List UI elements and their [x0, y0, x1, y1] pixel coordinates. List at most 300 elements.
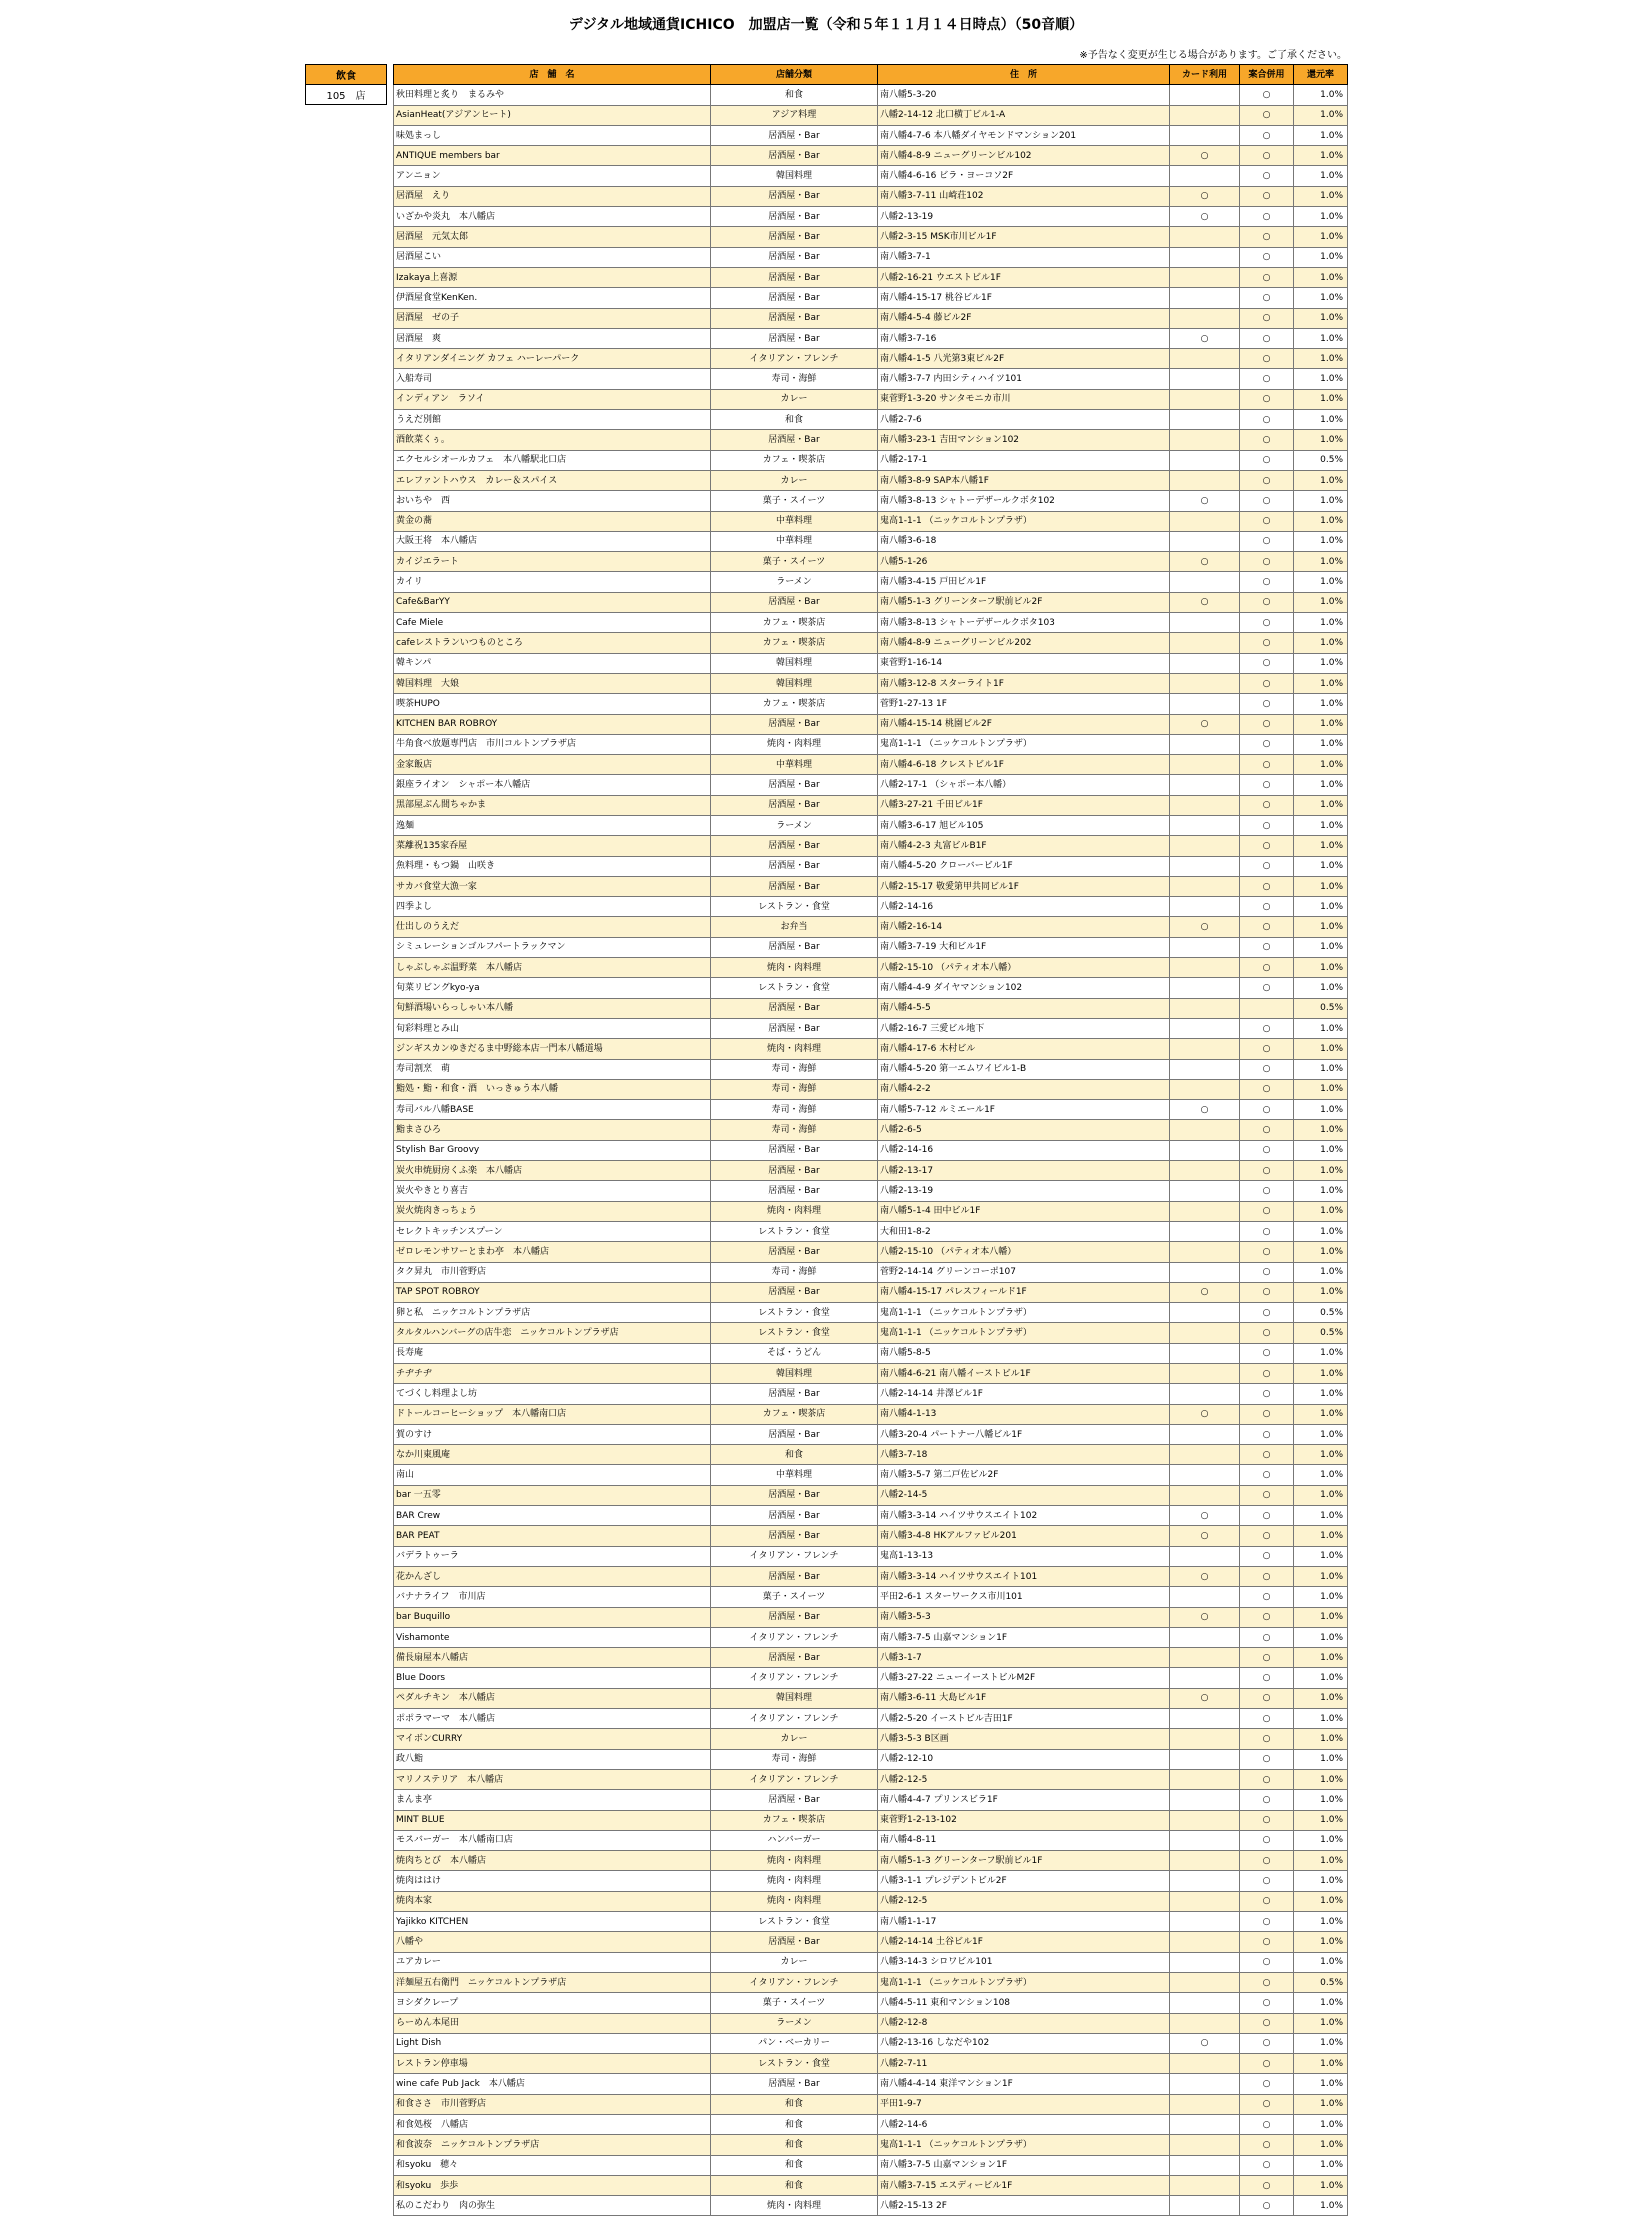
return-rate: 1.0% — [1294, 491, 1348, 511]
return-rate: 1.0% — [1294, 836, 1348, 856]
combined-use: ○ — [1240, 1668, 1294, 1688]
store-category: 和食 — [711, 410, 878, 430]
store-address: 平田1-9-7 — [878, 2094, 1170, 2114]
store-category: レストラン・食堂 — [711, 2054, 878, 2074]
table-row — [394, 227, 1348, 247]
return-rate: 1.0% — [1294, 1648, 1348, 1668]
return-rate: 1.0% — [1294, 2054, 1348, 2074]
card-usage — [1170, 2135, 1240, 2155]
card-usage — [1170, 755, 1240, 775]
store-name: 居酒屋 えり — [394, 186, 711, 206]
table-row — [394, 2114, 1348, 2134]
store-address: 八幡2-14-16 — [878, 1140, 1170, 1160]
return-rate: 1.0% — [1294, 1729, 1348, 1749]
store-name: Yajikko KITCHEN — [394, 1912, 711, 1932]
store-name: TAP SPOT ROBROY — [394, 1282, 711, 1302]
store-address: 八幡2-12-5 — [878, 1891, 1170, 1911]
store-category: 居酒屋・Bar — [711, 2074, 878, 2094]
table-row — [394, 917, 1348, 937]
store-category: 居酒屋・Bar — [711, 308, 878, 328]
card-usage — [1170, 288, 1240, 308]
disclaimer-note: ※予告なく変更が生じる場合があります。ご了承ください。 — [1079, 50, 1347, 61]
table-row — [394, 1709, 1348, 1729]
return-rate: 1.0% — [1294, 552, 1348, 572]
return-rate: 1.0% — [1294, 125, 1348, 145]
table-row — [394, 491, 1348, 511]
card-usage — [1170, 1830, 1240, 1850]
store-address: 八幡2-15-10 （パティオ本八幡） — [878, 1242, 1170, 1262]
store-name: 備長扇屋本八幡店 — [394, 1648, 711, 1668]
combined-use: ○ — [1240, 369, 1294, 389]
return-rate: 1.0% — [1294, 1445, 1348, 1465]
table-row — [394, 958, 1348, 978]
store-name: 金家飯店 — [394, 755, 711, 775]
return-rate: 1.0% — [1294, 1424, 1348, 1444]
card-usage — [1170, 1140, 1240, 1160]
store-address: 東菅野1-16-14 — [878, 653, 1170, 673]
table-row — [394, 978, 1348, 998]
table-row — [394, 1303, 1348, 1323]
store-category: カフェ・喫茶店 — [711, 633, 878, 653]
store-category: 居酒屋・Bar — [711, 1181, 878, 1201]
store-address: 南八幡4-8-11 — [878, 1830, 1170, 1850]
store-name: 韓キンパ — [394, 653, 711, 673]
combined-use: ○ — [1240, 1506, 1294, 1526]
table-row — [394, 2094, 1348, 2114]
return-rate: 1.0% — [1294, 856, 1348, 876]
store-name: bar 一五零 — [394, 1485, 711, 1505]
combined-use: ○ — [1240, 937, 1294, 957]
card-usage — [1170, 511, 1240, 531]
store-category: イタリアン・フレンチ — [711, 1546, 878, 1566]
table-row — [394, 1059, 1348, 1079]
return-rate: 1.0% — [1294, 1891, 1348, 1911]
combined-use: ○ — [1240, 1810, 1294, 1830]
return-rate: 1.0% — [1294, 1282, 1348, 1302]
table-row — [394, 1952, 1348, 1972]
card-usage — [1170, 633, 1240, 653]
table-row — [394, 1993, 1348, 2013]
store-name: 韓国料理 大娘 — [394, 673, 711, 693]
store-category: 居酒屋・Bar — [711, 288, 878, 308]
store-category: イタリアン・フレンチ — [711, 1769, 878, 1789]
table-row — [394, 1607, 1348, 1627]
card-usage — [1170, 1424, 1240, 1444]
store-category: カフェ・喫茶店 — [711, 1810, 878, 1830]
store-name: いざかや炎丸 本八幡店 — [394, 207, 711, 227]
combined-use: ○ — [1240, 1688, 1294, 1708]
store-name: Vishamonte — [394, 1627, 711, 1647]
store-name: イタリアンダイニング カフェ ハーレーパーク — [394, 349, 711, 369]
card-usage — [1170, 2114, 1240, 2134]
store-name: セレクトキッチンスプーン — [394, 1221, 711, 1241]
store-name: 焼肉本家 — [394, 1891, 711, 1911]
card-usage — [1170, 2074, 1240, 2094]
table-row — [394, 430, 1348, 450]
store-category: 焼肉・肉料理 — [711, 1891, 878, 1911]
store-address: 南八幡3-7-1 — [878, 247, 1170, 267]
store-name: ヨシダクレープ — [394, 1993, 711, 2013]
combined-use: ○ — [1240, 1830, 1294, 1850]
combined-use: ○ — [1240, 1729, 1294, 1749]
store-name: タク昇丸 市川菅野店 — [394, 1262, 711, 1282]
card-usage: ○ — [1170, 1607, 1240, 1627]
return-rate: 1.0% — [1294, 470, 1348, 490]
store-address: 八幡2-5-20 イーストビル吉田1F — [878, 1709, 1170, 1729]
store-category: 中華料理 — [711, 531, 878, 551]
store-category: 焼肉・肉料理 — [711, 958, 878, 978]
return-rate: 1.0% — [1294, 2074, 1348, 2094]
table-row — [394, 1810, 1348, 1830]
store-address: 南八幡5-3-20 — [878, 85, 1170, 105]
table-row — [394, 470, 1348, 490]
store-category: ハンバーガー — [711, 1830, 878, 1850]
return-rate: 1.0% — [1294, 1668, 1348, 1688]
table-row — [394, 592, 1348, 612]
combined-use: ○ — [1240, 1181, 1294, 1201]
card-usage — [1170, 1364, 1240, 1384]
combined-use: ○ — [1240, 288, 1294, 308]
table-row — [394, 1242, 1348, 1262]
card-usage — [1170, 2013, 1240, 2033]
store-address: 八幡3-14-3 シロワビル101 — [878, 1952, 1170, 1972]
store-name: BAR PEAT — [394, 1526, 711, 1546]
store-address: 南八幡3-5-3 — [878, 1607, 1170, 1627]
combined-use: ○ — [1240, 1851, 1294, 1871]
store-address: 八幡2-16-7 三愛ビル地下 — [878, 1018, 1170, 1038]
return-rate: 1.0% — [1294, 1343, 1348, 1363]
store-category: 居酒屋・Bar — [711, 1648, 878, 1668]
store-address: 八幡2-12-8 — [878, 2013, 1170, 2033]
store-name: 和食波奈 ニッケコルトンプラザ店 — [394, 2135, 711, 2155]
table-row — [394, 937, 1348, 957]
return-rate: 1.0% — [1294, 2094, 1348, 2114]
card-usage — [1170, 998, 1240, 1018]
combined-use: ○ — [1240, 1303, 1294, 1323]
return-rate: 1.0% — [1294, 1688, 1348, 1708]
card-usage — [1170, 897, 1240, 917]
store-name: 和syoku 穂々 — [394, 2155, 711, 2175]
combined-use: ○ — [1240, 1282, 1294, 1302]
store-category: 寿司・海鮮 — [711, 1100, 878, 1120]
card-usage: ○ — [1170, 2033, 1240, 2053]
card-usage — [1170, 1587, 1240, 1607]
combined-use: ○ — [1240, 2114, 1294, 2134]
card-usage: ○ — [1170, 917, 1240, 937]
store-address: 南八幡4-2-3 丸富ビルB1F — [878, 836, 1170, 856]
store-category: 居酒屋・Bar — [711, 1607, 878, 1627]
card-usage — [1170, 369, 1240, 389]
combined-use: ○ — [1240, 734, 1294, 754]
card-usage — [1170, 1201, 1240, 1221]
store-name: マリノステリア 本八幡店 — [394, 1769, 711, 1789]
store-category: 居酒屋・Bar — [711, 795, 878, 815]
return-rate: 1.0% — [1294, 349, 1348, 369]
store-category: イタリアン・フレンチ — [711, 1668, 878, 1688]
return-rate: 1.0% — [1294, 2155, 1348, 2175]
return-rate: 1.0% — [1294, 410, 1348, 430]
store-category: イタリアン・フレンチ — [711, 1709, 878, 1729]
table-header-row — [394, 65, 1348, 85]
store-category: カレー — [711, 1729, 878, 1749]
card-usage — [1170, 1972, 1240, 1992]
store-name: 和食ささ 市川菅野店 — [394, 2094, 711, 2114]
store-address: 南八幡4-15-14 桃園ビル2F — [878, 714, 1170, 734]
card-usage — [1170, 1729, 1240, 1749]
store-name: おいちや 西 — [394, 491, 711, 511]
store-name: KITCHEN BAR ROBROY — [394, 714, 711, 734]
card-usage — [1170, 653, 1240, 673]
store-address: 南八幡3-4-8 HKアルファビル201 — [878, 1526, 1170, 1546]
store-name: カイジエラート — [394, 552, 711, 572]
return-rate: 1.0% — [1294, 937, 1348, 957]
return-rate: 1.0% — [1294, 734, 1348, 754]
card-usage — [1170, 2175, 1240, 2195]
table-row — [394, 207, 1348, 227]
return-rate: 1.0% — [1294, 85, 1348, 105]
store-category: カフェ・喫茶店 — [711, 694, 878, 714]
store-address: 南八幡4-2-2 — [878, 1079, 1170, 1099]
table-row — [394, 1769, 1348, 1789]
combined-use: ○ — [1240, 2155, 1294, 2175]
combined-use: ○ — [1240, 1709, 1294, 1729]
store-name: ポポラマーマ 本八幡店 — [394, 1709, 711, 1729]
store-address: 鬼高1-1-1 （ニッケコルトンプラザ） — [878, 2135, 1170, 2155]
store-address: 八幡2-15-17 敬愛第甲共同ビル1F — [878, 876, 1170, 896]
return-rate: 1.0% — [1294, 876, 1348, 896]
store-category: 焼肉・肉料理 — [711, 2196, 878, 2216]
combined-use: ○ — [1240, 1079, 1294, 1099]
table-row — [394, 2175, 1348, 2195]
store-name: 賀のすけ — [394, 1424, 711, 1444]
store-name: ゼロレモンサワーとまわ亭 本八幡店 — [394, 1242, 711, 1262]
return-rate: 1.0% — [1294, 2013, 1348, 2033]
card-usage — [1170, 1079, 1240, 1099]
card-usage: ○ — [1170, 146, 1240, 166]
card-usage — [1170, 1120, 1240, 1140]
store-address: 八幡2-14-14 土谷ビル1F — [878, 1932, 1170, 1952]
return-rate: 1.0% — [1294, 1384, 1348, 1404]
return-rate: 1.0% — [1294, 1485, 1348, 1505]
store-category: カフェ・喫茶店 — [711, 450, 878, 470]
table-row — [394, 369, 1348, 389]
card-usage — [1170, 1465, 1240, 1485]
return-rate: 1.0% — [1294, 1526, 1348, 1546]
store-name: Cafe Miele — [394, 613, 711, 633]
table-row — [394, 897, 1348, 917]
card-usage — [1170, 267, 1240, 287]
store-category: ラーメン — [711, 815, 878, 835]
store-name: bar Buquillo — [394, 1607, 711, 1627]
combined-use: ○ — [1240, 958, 1294, 978]
return-rate: 0.5% — [1294, 998, 1348, 1018]
store-category: 居酒屋・Bar — [711, 247, 878, 267]
store-category: 居酒屋・Bar — [711, 1566, 878, 1586]
card-usage — [1170, 694, 1240, 714]
table-row — [394, 815, 1348, 835]
store-address: 東菅野1-3-20 サンタモニカ市川 — [878, 389, 1170, 409]
table-row — [394, 2033, 1348, 2053]
return-rate: 0.5% — [1294, 1323, 1348, 1343]
store-address: 南八幡4-17-6 木村ビル — [878, 1039, 1170, 1059]
combined-use: ○ — [1240, 146, 1294, 166]
store-name: Light Dish — [394, 2033, 711, 2053]
card-usage — [1170, 1039, 1240, 1059]
store-address: 八幡2-7-11 — [878, 2054, 1170, 2074]
table-row — [394, 694, 1348, 714]
store-address: 南八幡4-4-14 東洋マンション1F — [878, 2074, 1170, 2094]
card-usage — [1170, 1384, 1240, 1404]
store-category: 居酒屋・Bar — [711, 125, 878, 145]
store-name: 旬鮮酒場いらっしゃい本八幡 — [394, 998, 711, 1018]
table-row — [394, 105, 1348, 125]
store-category: カレー — [711, 1952, 878, 1972]
card-usage: ○ — [1170, 186, 1240, 206]
col-address: 住 所 — [878, 65, 1170, 85]
table-row — [394, 613, 1348, 633]
store-address: 南八幡3-7-16 — [878, 328, 1170, 348]
store-address: 南八幡4-6-16 ビラ・ヨーコソ2F — [878, 166, 1170, 186]
store-category: 居酒屋・Bar — [711, 856, 878, 876]
combined-use: ○ — [1240, 613, 1294, 633]
card-usage — [1170, 1303, 1240, 1323]
card-usage — [1170, 1790, 1240, 1810]
store-category: 寿司・海鮮 — [711, 1749, 878, 1769]
table-row — [394, 186, 1348, 206]
return-rate: 1.0% — [1294, 633, 1348, 653]
card-usage — [1170, 1871, 1240, 1891]
store-address: 南八幡3-23-1 吉田マンション102 — [878, 430, 1170, 450]
card-usage — [1170, 125, 1240, 145]
store-address: 南八幡4-5-20 クローバービル1F — [878, 856, 1170, 876]
store-address: 鬼高1-1-1 （ニッケコルトンプラザ） — [878, 1303, 1170, 1323]
table-row — [394, 2013, 1348, 2033]
store-category: 寿司・海鮮 — [711, 1059, 878, 1079]
store-category: 居酒屋・Bar — [711, 1161, 878, 1181]
store-address: 八幡3-27-22 ニューイーストビルM2F — [878, 1668, 1170, 1688]
store-address: 八幡2-13-17 — [878, 1161, 1170, 1181]
store-category: 居酒屋・Bar — [711, 1242, 878, 1262]
table-row — [394, 247, 1348, 267]
return-rate: 0.5% — [1294, 1972, 1348, 1992]
combined-use: ○ — [1240, 2175, 1294, 2195]
combined-use: ○ — [1240, 1891, 1294, 1911]
store-category: 居酒屋・Bar — [711, 1424, 878, 1444]
return-rate: 1.0% — [1294, 917, 1348, 937]
store-name: てづくし料理よし坊 — [394, 1384, 711, 1404]
combined-use: ○ — [1240, 653, 1294, 673]
store-address: 南八幡5-8-5 — [878, 1343, 1170, 1363]
table-row — [394, 1485, 1348, 1505]
store-address: 鬼高1-13-13 — [878, 1546, 1170, 1566]
col-category: 店舗分類 — [711, 65, 878, 85]
table-row — [394, 389, 1348, 409]
table-row — [394, 673, 1348, 693]
return-rate: 1.0% — [1294, 815, 1348, 835]
return-rate: 1.0% — [1294, 1546, 1348, 1566]
return-rate: 1.0% — [1294, 1161, 1348, 1181]
table-row — [394, 1364, 1348, 1384]
store-address: 八幡2-12-10 — [878, 1749, 1170, 1769]
card-usage — [1170, 1769, 1240, 1789]
store-name: 味処まっし — [394, 125, 711, 145]
store-category: 居酒屋・Bar — [711, 592, 878, 612]
table-row — [394, 734, 1348, 754]
return-rate: 1.0% — [1294, 653, 1348, 673]
card-usage — [1170, 2155, 1240, 2175]
store-category: 中華料理 — [711, 755, 878, 775]
return-rate: 1.0% — [1294, 369, 1348, 389]
return-rate: 1.0% — [1294, 1749, 1348, 1769]
store-name: MINT BLUE — [394, 1810, 711, 1830]
combined-use: ○ — [1240, 125, 1294, 145]
store-address: 平田2-6-1 スターワークス市川101 — [878, 1587, 1170, 1607]
store-name: 鮨処・鮨・和食・酒 いっきゅう本八幡 — [394, 1079, 711, 1099]
combined-use: ○ — [1240, 2074, 1294, 2094]
combined-use: ○ — [1240, 1445, 1294, 1465]
store-name: 焼肉ははけ — [394, 1871, 711, 1891]
card-usage: ○ — [1170, 714, 1240, 734]
store-address: 南八幡4-4-7 プリンスビラ1F — [878, 1790, 1170, 1810]
card-usage — [1170, 1181, 1240, 1201]
return-rate: 1.0% — [1294, 308, 1348, 328]
store-name: しゃぶしゃぶ温野菜 本八幡店 — [394, 958, 711, 978]
table-row — [394, 2196, 1348, 2216]
table-row — [394, 1871, 1348, 1891]
card-usage — [1170, 1668, 1240, 1688]
store-address: 八幡2-17-1 （シャポー本八幡） — [878, 775, 1170, 795]
store-name: インディアン ラソイ — [394, 389, 711, 409]
store-name: 長寿庵 — [394, 1343, 711, 1363]
table-row — [394, 1932, 1348, 1952]
table-row — [394, 450, 1348, 470]
table-row — [394, 1100, 1348, 1120]
store-address: 南八幡5-7-12 ルミエール1F — [878, 1100, 1170, 1120]
card-usage — [1170, 1912, 1240, 1932]
store-category: 居酒屋・Bar — [711, 1282, 878, 1302]
table-row — [394, 1221, 1348, 1241]
store-address: 南八幡4-5-5 — [878, 998, 1170, 1018]
combined-use: ○ — [1240, 1364, 1294, 1384]
return-rate: 1.0% — [1294, 795, 1348, 815]
card-usage — [1170, 1221, 1240, 1241]
store-name: AsianHeat(アジアンヒート) — [394, 105, 711, 125]
card-usage — [1170, 1485, 1240, 1505]
combined-use: ○ — [1240, 1546, 1294, 1566]
card-usage — [1170, 1952, 1240, 1972]
store-address: 南八幡2-16-14 — [878, 917, 1170, 937]
table-row — [394, 998, 1348, 1018]
store-name: 炭火串焼厨房くふ楽 本八幡店 — [394, 1161, 711, 1181]
return-rate: 1.0% — [1294, 247, 1348, 267]
store-category: 韓国料理 — [711, 653, 878, 673]
store-address: 南八幡4-1-5 八光第3東ビル2F — [878, 349, 1170, 369]
combined-use: ○ — [1240, 1566, 1294, 1586]
combined-use: ○ — [1240, 775, 1294, 795]
table-row — [394, 775, 1348, 795]
store-category: レストラン・食堂 — [711, 1221, 878, 1241]
store-address: 鬼高1-1-1 （ニッケコルトンプラザ） — [878, 1323, 1170, 1343]
return-rate: 1.0% — [1294, 1912, 1348, 1932]
store-address: 南八幡3-8-13 シャトーデザールクボタ103 — [878, 613, 1170, 633]
return-rate: 1.0% — [1294, 1627, 1348, 1647]
store-address: 八幡2-15-13 2F — [878, 2196, 1170, 2216]
return-rate: 1.0% — [1294, 389, 1348, 409]
return-rate: 1.0% — [1294, 978, 1348, 998]
table-row — [394, 1648, 1348, 1668]
store-address: 菅野2-14-14 グリーンコーポ107 — [878, 1262, 1170, 1282]
store-category: 居酒屋・Bar — [711, 1932, 878, 1952]
